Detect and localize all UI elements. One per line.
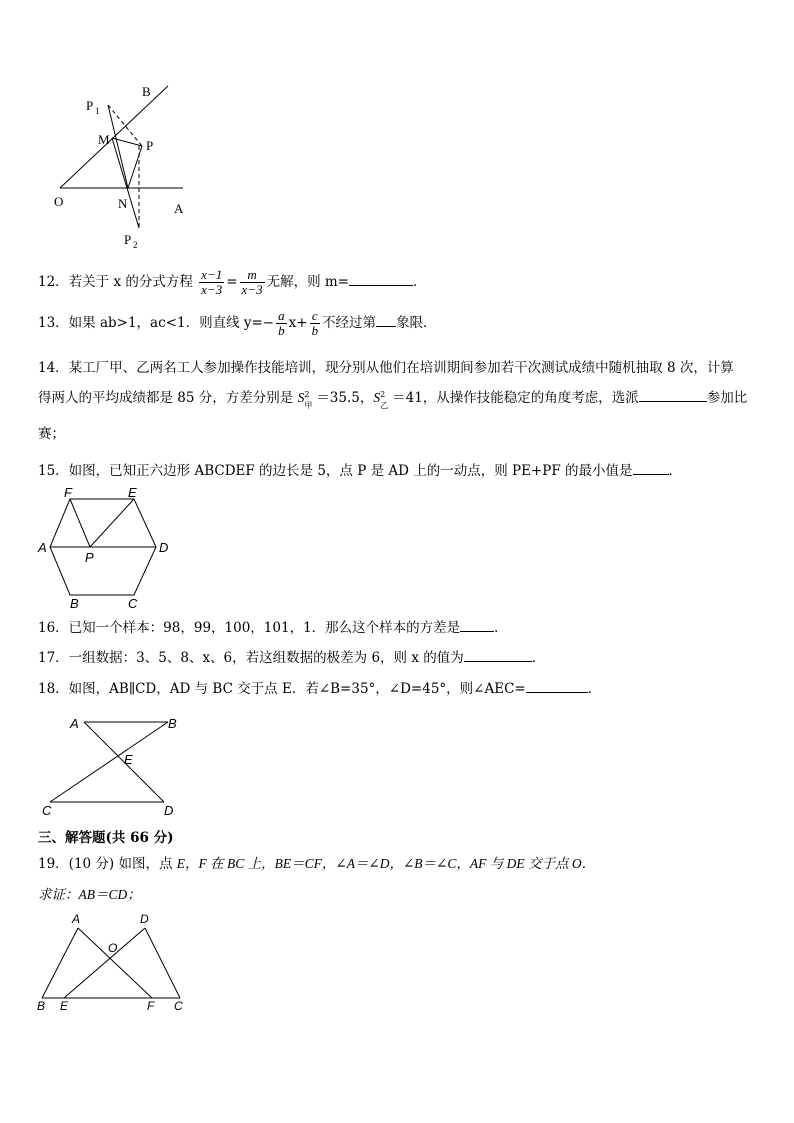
label-N: N: [118, 196, 128, 211]
question-14-text: 14．某工厂甲、乙两名工人参加操作技能培训，现分别从他们在培训期间参加若干次测试成绩中随机抽取 8 次，计算: [38, 360, 734, 376]
fraction-1-denominator: x−3: [201, 282, 223, 297]
answer-blank-14[interactable]: [639, 389, 707, 402]
answer-blank-16[interactable]: [460, 619, 494, 632]
variance-yi-value: ＝41，从操作技能稳定的角度考虑，选派: [392, 390, 639, 406]
label-E: E: [128, 485, 137, 500]
variance-yi-subscript: 乙: [380, 401, 389, 410]
label-D: D: [140, 912, 149, 926]
label-C: C: [174, 999, 183, 1013]
question-15: [38, 462, 682, 480]
question-18-end: ．: [587, 681, 602, 697]
section-title: 三、解答题(共 66 分): [38, 830, 174, 846]
label-E: E: [60, 999, 69, 1013]
fraction-2: [240, 268, 265, 297]
question-14-line-3: [38, 425, 65, 443]
label-B: B: [168, 716, 177, 731]
label-P1: P: [86, 98, 94, 113]
label-P: P: [146, 138, 154, 153]
label-D: D: [164, 803, 174, 818]
variance-jia-value: ＝35.5，: [316, 390, 374, 406]
question-14-text-2: 得两人的平均成绩都是 85 分，方差分别是: [38, 390, 298, 406]
question-12-text: 12．若关于 x 的分式方程: [38, 274, 193, 290]
question-19-line-2: [38, 886, 141, 904]
label-E: E: [124, 752, 133, 767]
question-13-tail: 不经过第: [322, 315, 377, 331]
label-O: O: [108, 941, 118, 955]
variance-jia-scripts: [304, 389, 316, 410]
answer-blank-15[interactable]: [633, 462, 669, 475]
question-13-end: 象限．: [396, 315, 437, 331]
variance-jia-subscript: 甲: [304, 401, 313, 410]
fraction-c-b: [310, 309, 321, 338]
fraction-1: [199, 268, 224, 297]
label-F: F: [64, 485, 72, 500]
question-14-line-1: [38, 359, 734, 377]
label-P1-sub: 1: [95, 106, 100, 116]
question-19-text: 19．(10 分) 如图，点: [38, 856, 177, 872]
question-12-tail: 无解，则 m=: [266, 274, 349, 290]
question-16-text: 16．已知一个样本：98，99，100，101，1．那么这个样本的方差是: [38, 620, 461, 636]
question-14-text-3: 赛；: [38, 426, 65, 442]
variance-jia-superscript: 2: [304, 390, 310, 399]
question-12-end: ．: [412, 274, 427, 290]
label-B: B: [70, 596, 79, 611]
label-O: O: [54, 194, 64, 209]
label-P: P: [85, 550, 94, 565]
label-P2-sub: 2: [133, 240, 138, 250]
question-12: [38, 268, 426, 297]
variance-yi-superscript: 2: [380, 390, 386, 399]
question-13-text: 13．如果 ab>1，ac<1．则直线 y=−: [38, 315, 275, 331]
answer-blank-12[interactable]: [349, 273, 413, 286]
figure-hexagon: [36, 484, 176, 614]
answer-blank-18[interactable]: [526, 680, 588, 693]
question-18-text: 18．如图，AB∥CD，AD 与 BC 交于点 E．若∠B=35°，∠D=45°，则∠AEC=: [38, 681, 526, 697]
label-B: B: [37, 999, 46, 1013]
equals-sign: =: [226, 274, 238, 290]
fraction-2-numerator: m: [240, 268, 265, 283]
label-A: A: [174, 201, 184, 216]
fraction-c-b-denominator: b: [311, 323, 319, 338]
question-15-end: ．: [668, 463, 683, 479]
question-15-text: 15．如图，已知正六边形 ABCDEF 的边长是 5，点 P 是 AD 上的一动点，则 PE+PF 的最小值是: [38, 463, 633, 479]
answer-blank-17[interactable]: [464, 649, 532, 662]
fraction-a-b-numerator: a: [278, 308, 285, 323]
question-13-mid: x+: [288, 315, 308, 331]
question-19-line-1: [38, 855, 595, 873]
question-13: [38, 309, 437, 338]
label-D: D: [159, 540, 169, 555]
label-F: F: [147, 999, 155, 1013]
variance-symbol-jia: S: [297, 390, 305, 405]
label-B: B: [142, 84, 151, 99]
figure-angle-reflection: [50, 80, 200, 255]
question-19-prove: 求证：AB＝CD；: [38, 887, 141, 902]
fraction-a-b: [276, 309, 287, 338]
section-heading: [38, 829, 173, 847]
question-17: [38, 649, 545, 667]
variance-symbol-yi: S: [373, 390, 381, 405]
question-17-text: 17．一组数据：3、5、8、x、6，若这组数据的极差为 6，则 x 的值为: [38, 650, 464, 666]
label-M: M: [98, 132, 110, 147]
fraction-2-denominator: x−3: [241, 282, 263, 297]
label-A: A: [70, 716, 79, 731]
answer-blank-13[interactable]: [376, 314, 396, 327]
question-18: [38, 680, 601, 698]
label-P2: P: [124, 232, 132, 247]
fraction-a-b-denominator: b: [278, 323, 285, 338]
question-16-end: ．: [494, 620, 508, 636]
fraction-c-b-numerator: c: [310, 309, 321, 324]
question-14-text-end: 参加比: [706, 390, 748, 406]
question-14-line-2: [38, 389, 748, 410]
label-A: A: [38, 540, 47, 555]
fraction-1-numerator: x−1: [201, 267, 223, 282]
question-19-body: E，F 在 BC 上，BE＝CF，∠A＝∠D，∠B＝∠C，AF 与 DE 交于点 O．: [176, 856, 596, 871]
variance-yi-scripts: [380, 389, 392, 410]
label-A: A: [72, 912, 81, 926]
question-17-end: ．: [531, 650, 546, 666]
figure-parallel-lines: [38, 712, 188, 822]
question-16: [38, 619, 508, 637]
label-C: C: [42, 803, 52, 818]
label-C: C: [128, 596, 138, 611]
figure-triangles: [32, 910, 197, 1020]
